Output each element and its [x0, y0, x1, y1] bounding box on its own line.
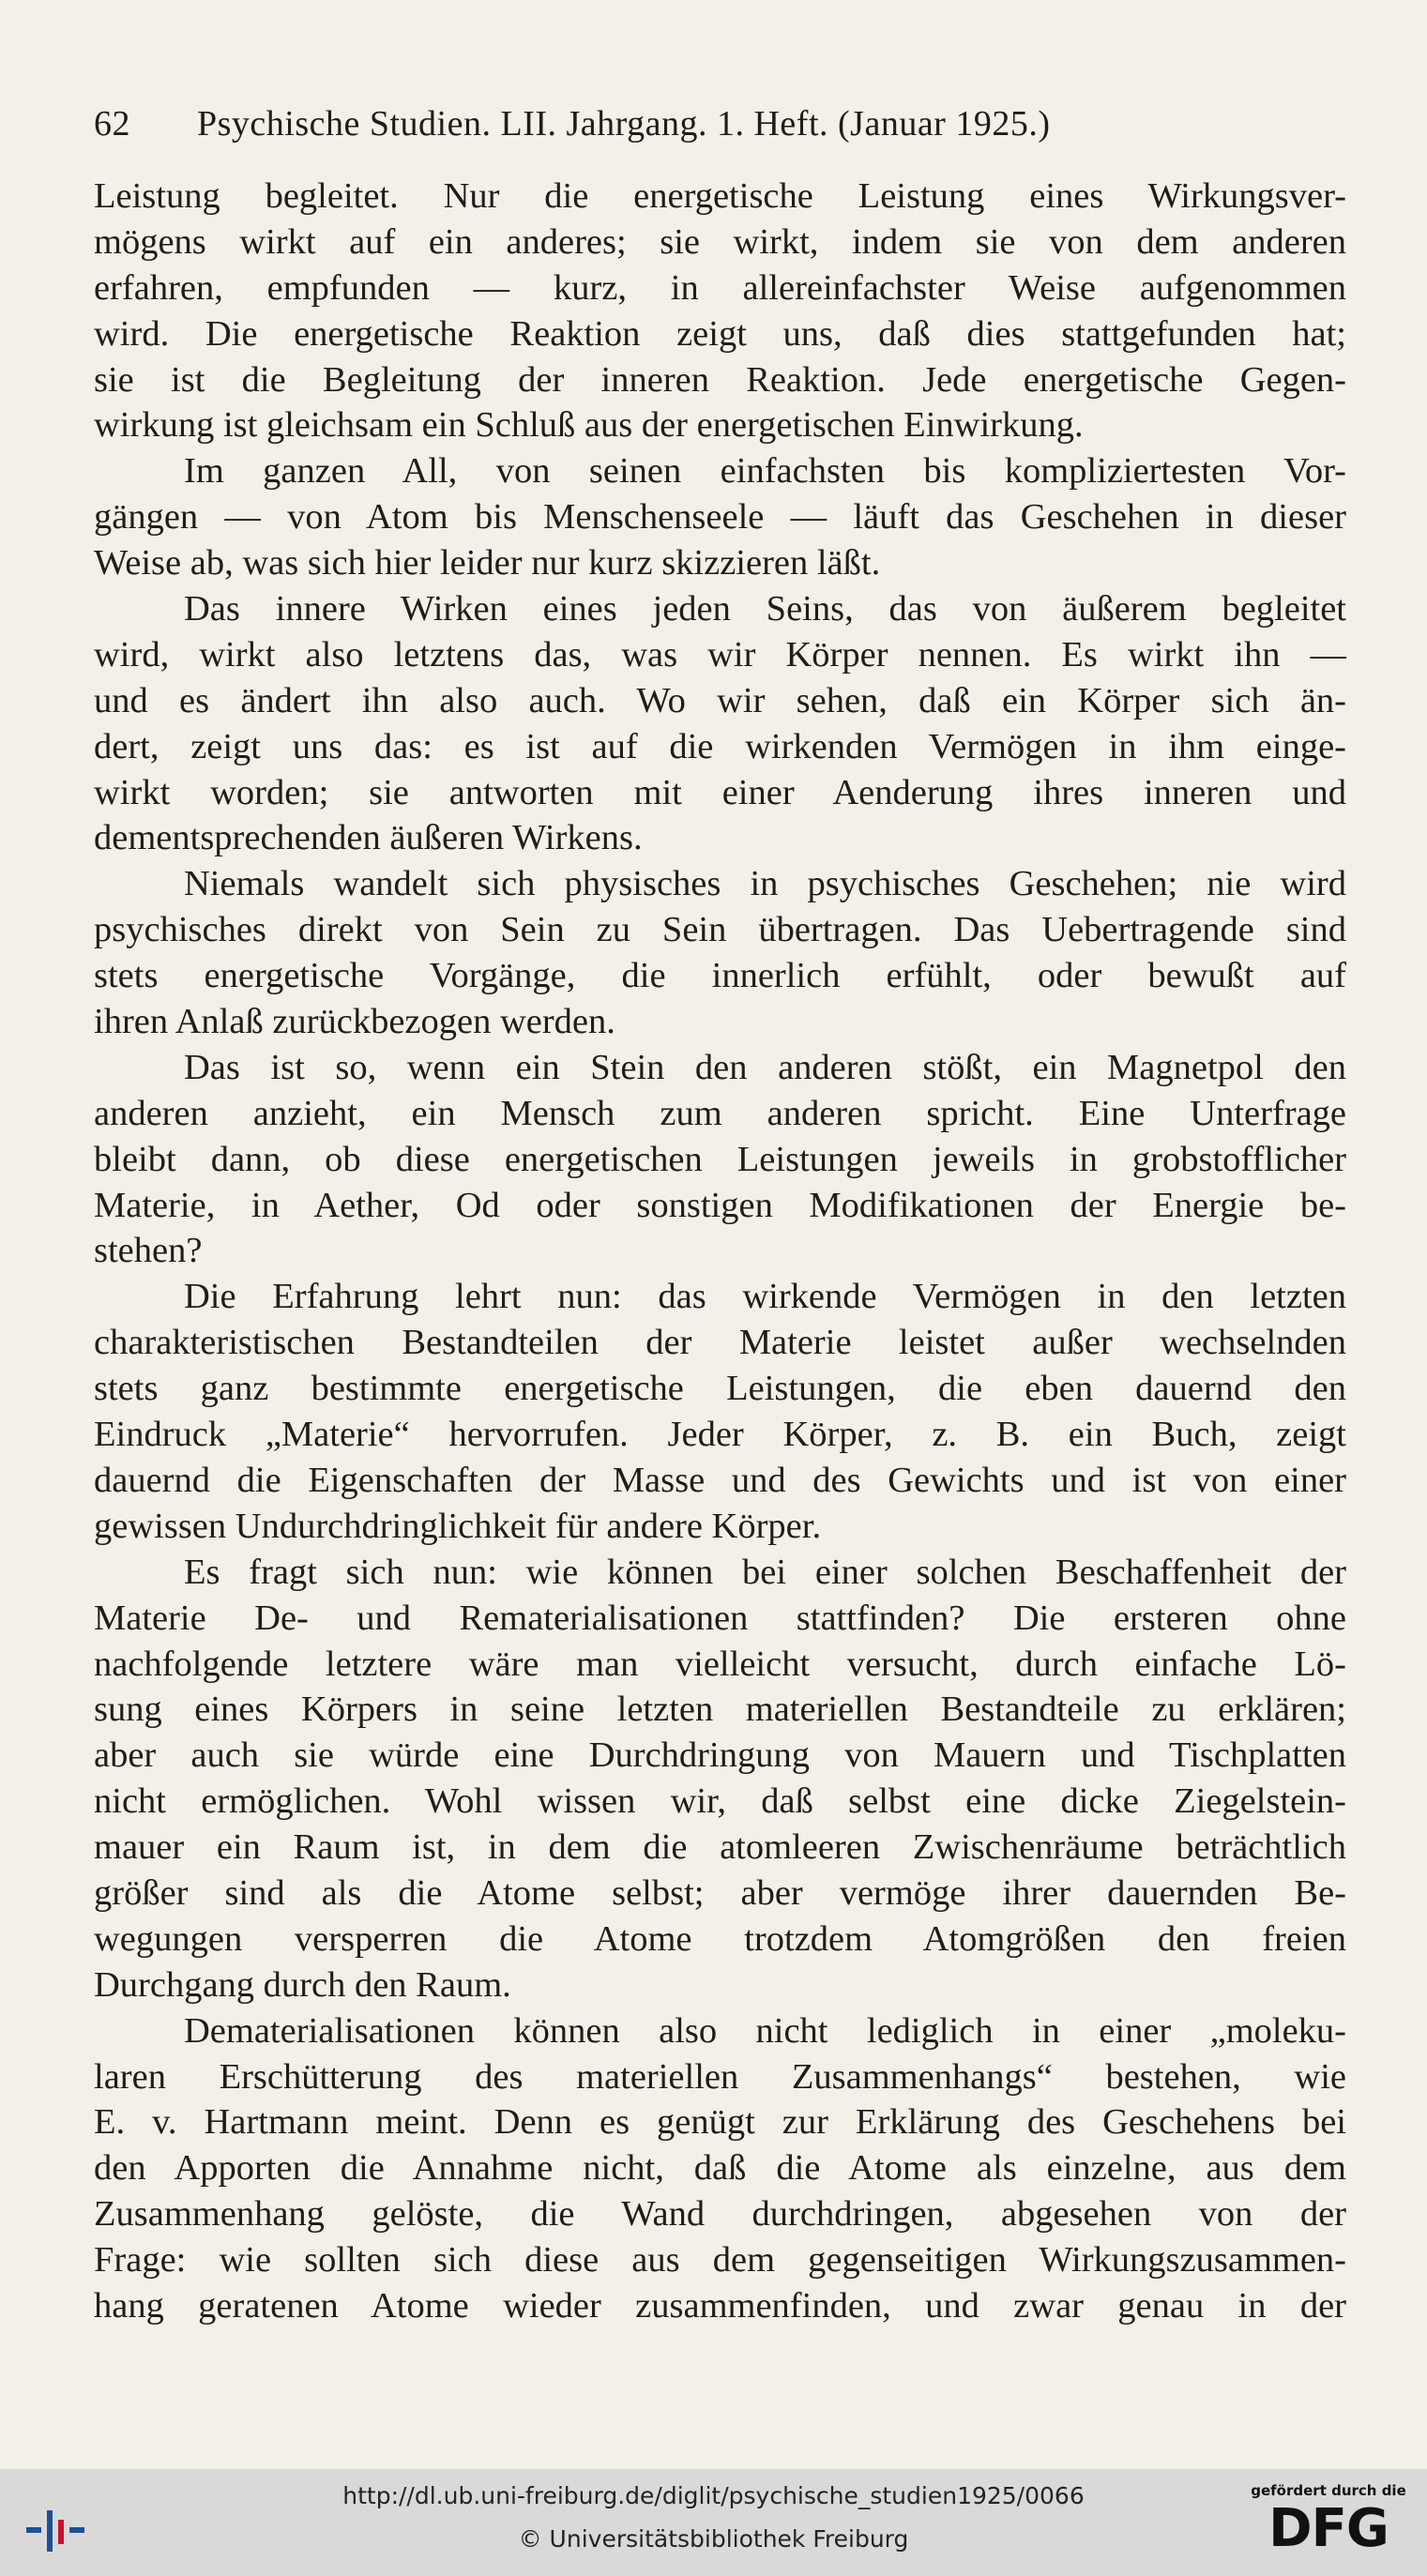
text-line: Durchgang durch den Raum.	[94, 1964, 511, 2005]
source-url-link[interactable]: http://dl.ub.uni-freiburg.de/diglit/psychische_studien1925/0066	[342, 2482, 1085, 2509]
text-line: Materie, in Aether, Od oder sonstigen Modifikationen der Energie be-	[94, 1185, 1346, 1225]
dfg-logo	[1249, 2482, 1408, 2567]
dfg-caption: gefördert durch die	[1251, 2482, 1406, 2499]
text-line: Niemals wandelt sich physisches in psychisches Geschehen; nie wird	[184, 864, 1346, 904]
footer-bar	[0, 2469, 1427, 2576]
text-line: Es fragt sich nun: wie können bei einer solchen Beschaffenheit der	[184, 1552, 1346, 1592]
text-line: Materie De- und Rematerialisationen stattfinden? Die ersteren ohne	[94, 1598, 1346, 1638]
text-line: stehen?	[94, 1231, 203, 1271]
text-line: Dematerialisationen können also nicht lediglich in einer „moleku-	[184, 2010, 1346, 2051]
text-line: aber auch sie würde eine Durchdringung von Mauern und Tischplatten	[94, 1735, 1346, 1776]
text-line: Leistung begleitet. Nur die energetische Leistung eines Wirkungsver-	[94, 176, 1346, 216]
copyright-notice: © Universitätsbibliothek Freiburg	[518, 2525, 909, 2553]
text-line: wird. Die energetische Reaktion zeigt uns, daß dies stattgefunden hat;	[94, 313, 1346, 354]
page-header	[94, 103, 1342, 144]
text-line: dert, zeigt uns das: es ist auf die wirkenden Vermögen in ihm einge-	[94, 726, 1346, 766]
text-line: wirkt worden; sie antworten mit einer Aenderung ihres inneren und	[94, 772, 1346, 812]
text-line: anderen anzieht, ein Mensch zum anderen spricht. Eine Unterfrage	[94, 1093, 1346, 1133]
text-line: mögens wirkt auf ein anderes; sie wirkt, indem sie von dem anderen	[94, 221, 1346, 262]
text-line: laren Erschütterung des materiellen Zusammenhangs“ bestehen, wie	[94, 2056, 1346, 2097]
dfg-wordmark: DFG	[1268, 2498, 1389, 2559]
body-text	[94, 174, 1346, 2329]
text-line: Zusammenhang gelöste, die Wand durchdringen, abgesehen von der	[94, 2194, 1346, 2235]
text-line: hang geratenen Atome wieder zusammenfinden, und zwar genau in der	[94, 2285, 1346, 2326]
text-line: Weise ab, was sich hier leider nur kurz skizzieren läßt.	[94, 543, 881, 583]
text-line: wird, wirkt also letztens das, was wir Körper nennen. Es wirkt ihn —	[94, 634, 1346, 674]
text-line: charakteristischen Bestandteilen der Materie leistet außer wechselnden	[94, 1323, 1346, 1363]
text-line: Eindruck „Materie“ hervorrufen. Jeder Körper, z. B. ein Buch, zeigt	[94, 1415, 1346, 1455]
text-line: dementsprechenden äußeren Wirkens.	[94, 818, 643, 858]
text-line: psychisches direkt von Sein zu Sein übertragen. Das Uebertragende sind	[94, 910, 1346, 950]
text-line: mauer ein Raum ist, in dem die atomleeren Zwischenräume beträchtlich	[94, 1827, 1346, 1868]
text-line: gewissen Undurchdringlichkeit für andere Körper.	[94, 1506, 822, 1546]
text-line: dauernd die Eigenschaften der Masse und des Gewichts und ist von einer	[94, 1460, 1346, 1500]
text-line: stets ganz bestimmte energetische Leistungen, die eben dauernd den	[94, 1369, 1346, 1409]
page-number: 62	[94, 104, 130, 144]
text-line: E. v. Hartmann meint. Denn es genügt zur Erklärung des Geschehens bei	[94, 2102, 1346, 2143]
text-line: erfahren, empfunden — kurz, in allereinfachster Weise aufgenommen	[94, 267, 1346, 308]
text-line: stets energetische Vorgänge, die innerlich erfühlt, oder bewußt auf	[94, 956, 1346, 996]
text-line: wirkung ist gleichsam ein Schluß aus der energetischen Einwirkung.	[94, 405, 1084, 446]
text-line: sie ist die Begleitung der inneren Reaktion. Jede energetische Gegen-	[94, 359, 1346, 400]
text-line: Die Erfahrung lehrt nun: das wirkende Vermögen in den letzten	[184, 1277, 1346, 1317]
text-line: sung eines Körpers in seine letzten materiellen Bestandteile zu erklären;	[94, 1690, 1346, 1730]
text-line: Das ist so, wenn ein Stein den anderen stößt, ein Magnetpol den	[184, 1047, 1346, 1087]
text-line: bleibt dann, ob diese energetischen Leistungen jeweils in grobstofflicher	[94, 1139, 1346, 1179]
text-line: den Apporten die Annahme nicht, daß die Atome als einzelne, aus dem	[94, 2148, 1346, 2189]
text-line: Frage: wie sollten sich diese aus dem gegenseitigen Wirkungszusammen-	[94, 2240, 1346, 2281]
text-line: gängen — von Atom bis Menschenseele — läuft das Geschehen in dieser	[94, 497, 1346, 538]
text-line: und es ändert ihn also auch. Wo wir sehen, daß ein Körper sich än-	[94, 680, 1346, 720]
text-line: größer sind als die Atome selbst; aber vermöge ihrer dauernden Be-	[94, 1872, 1346, 1913]
text-line: wegungen versperren die Atome trotzdem Atomgrößen den freien	[94, 1918, 1346, 1959]
text-line: nachfolgende letztere wäre man vielleicht versucht, durch einfache Lö-	[94, 1644, 1346, 1684]
text-line: Im ganzen All, von seinen einfachsten bis kompliziertesten Vor-	[184, 451, 1346, 492]
text-line: Das innere Wirken eines jeden Seins, das von äußerem begleitet	[184, 589, 1346, 629]
text-line: nicht ermöglichen. Wohl wissen wir, daß selbst eine dicke Ziegelstein-	[94, 1781, 1346, 1822]
text-line: ihren Anlaß zurückbezogen werden.	[94, 1002, 615, 1042]
running-head: Psychische Studien. LII. Jahrgang. 1. Heft. (Januar 1925.)	[197, 104, 1051, 144]
